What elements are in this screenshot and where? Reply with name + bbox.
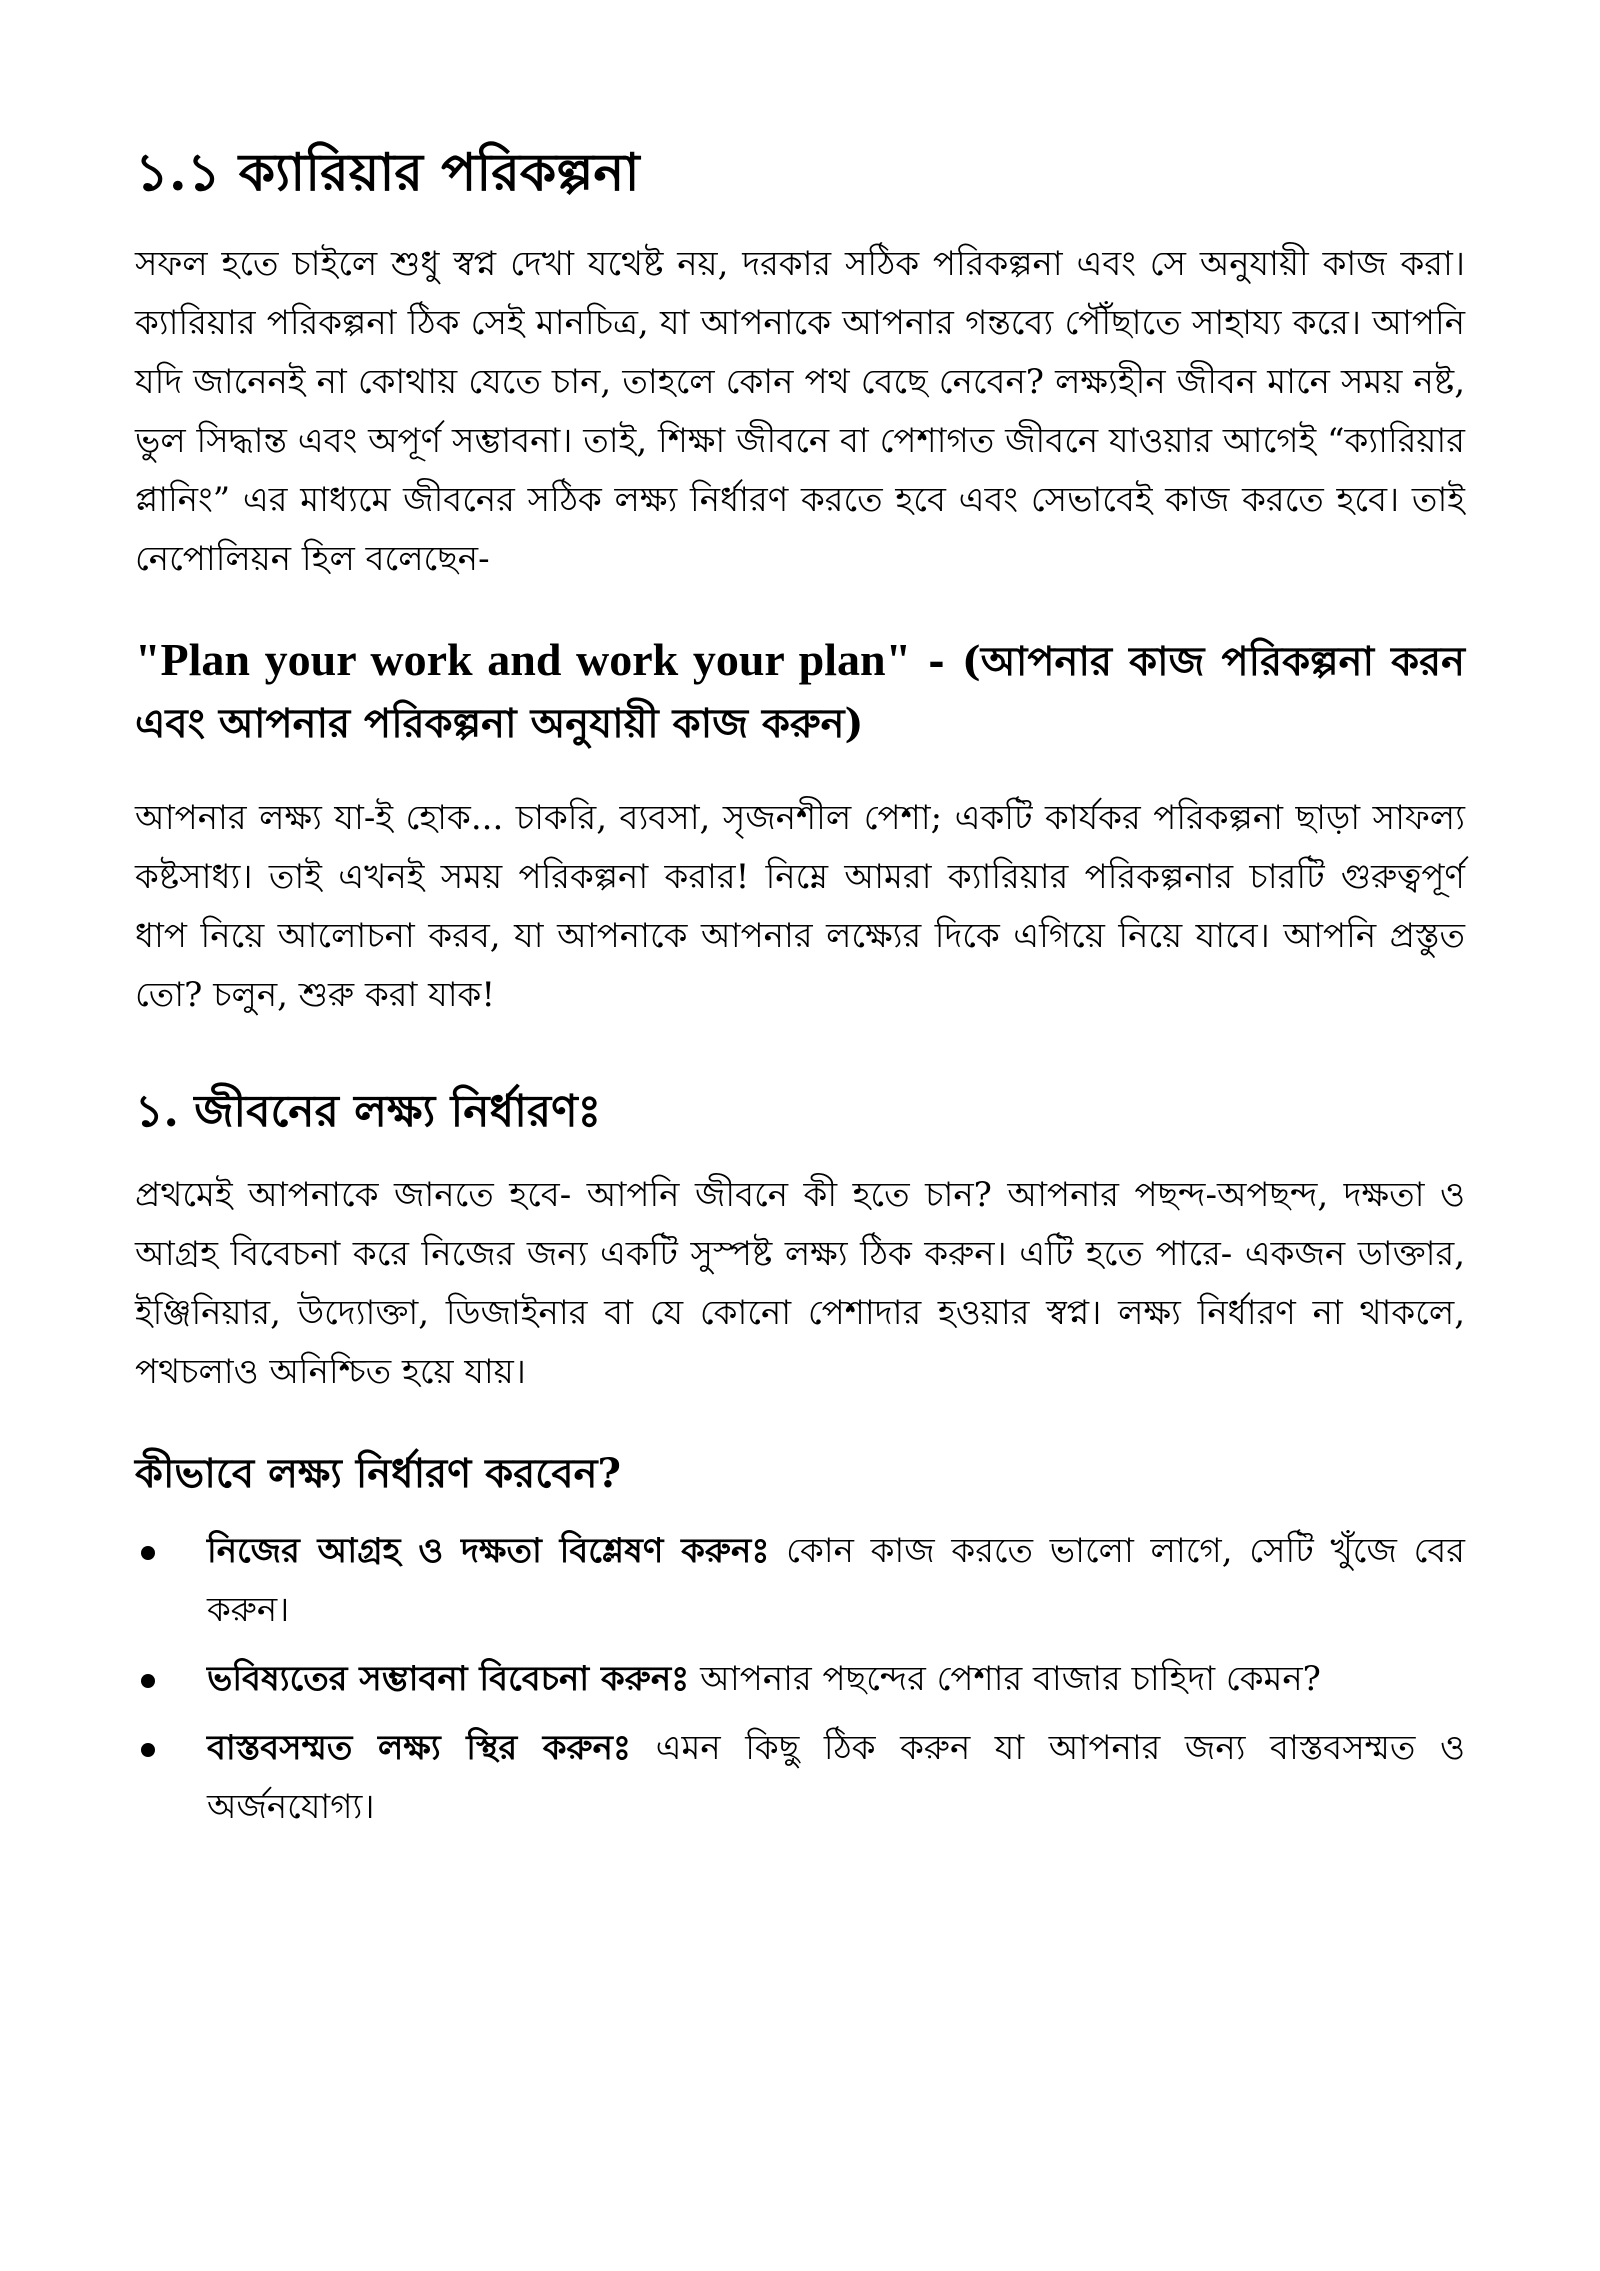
tip-text: এমন কিছু ঠিক করুন যা আপনার জন্য বাস্তবসম্মত ও অর্জনযোগ্য।: [207, 1728, 1465, 1828]
section-title: ১.১ ক্যারিয়ার পরিকল্পনা: [135, 142, 640, 203]
list-item: [135, 1650, 1465, 1709]
step1-title: ১. জীবনের লক্ষ্য নির্ধারণঃ: [135, 1086, 602, 1137]
step1-paragraph: প্রথমেই আপনাকে জানতে হবে- আপনি জীবনে কী হতে চান? আপনার পছন্দ-অপছন্দ, দক্ষতা ও আগ্রহ বিবেচনা করে নিজের জন্য একটি সুস্পষ্ট লক্ষ্য ঠিক করুন। এটি হতে পারে- একজন ডাক্তার, ইঞ্জিনিয়ার, উদ্যোক্তা, ডিজাইনার বা যে কোনো পেশাদার হওয়ার স্বপ্ন। লক্ষ্য নির্ধারণ না থাকলে, পথচলাও অনিশ্চিত হয়ে যায়।: [135, 1175, 1465, 1393]
page-content: [135, 140, 1465, 1847]
list-item: [135, 1522, 1465, 1640]
quote: [135, 629, 1465, 755]
list-item: [135, 1719, 1465, 1837]
tip-heading: নিজের আগ্রহ ও দক্ষতা বিশ্লেষণ করুনঃ: [207, 1531, 770, 1572]
tip-heading: বাস্তবসম্মত লক্ষ্য স্থির করুনঃ: [207, 1728, 632, 1769]
second-paragraph: আপনার লক্ষ্য যা-ই হোক... চাকরি, ব্যবসা, সৃজনশীল পেশা; একটি কার্যকর পরিকল্পনা ছাড়া সাফল্য কষ্টসাধ্য। তাই এখনই সময় পরিকল্পনা করার! নিম্নে আমরা ক্যারিয়ার পরিকল্পনার চারটি গুরুত্বপূর্ণ ধাপ নিয়ে আলোচনা করব, যা আপনাকে আপনার লক্ষ্যের দিকে এগিয়ে নিয়ে যাবে। আপনি প্রস্তুত তো? চলুন, শুরু করা যাক!: [135, 798, 1465, 1015]
tip-text: আপনার পছন্দের পেশার বাজার চাহিদা কেমন?: [689, 1659, 1321, 1700]
quote-separator: -: [911, 638, 962, 685]
step1-subheading: কীভাবে লক্ষ্য নির্ধারণ করবেন?: [135, 1450, 621, 1498]
bullet-icon: [141, 1674, 155, 1688]
tip-text: কোন কাজ করতে ভালো লাগে, সেটি খুঁজে বের করুন।: [207, 1531, 1465, 1631]
quote-english: "Plan your work and work your plan": [135, 634, 912, 685]
quote-bengali: (আপনার কাজ পরিকল্পনা করন এবং আপনার পরিকল্পনা অনুযায়ী কাজ করুন): [135, 638, 1465, 747]
bullet-icon: [141, 1546, 155, 1560]
intro-paragraph: সফল হতে চাইলে শুধু স্বপ্ন দেখা যথেষ্ট নয়, দরকার সঠিক পরিকল্পনা এবং সে অনুযায়ী কাজ করা। ক্যারিয়ার পরিকল্পনা ঠিক সেই মানচিত্র, যা আপনাকে আপনার গন্তব্যে পৌঁছাতে সাহায্য করে। আপনি যদি জানেনই না কোথায় যেতে চান, তাহলে কোন পথ বেছে নেবেন? লক্ষ্যহীন জীবন মানে সময় নষ্ট, ভুল সিদ্ধান্ত এবং অপূর্ণ সম্ভাবনা। তাই, শিক্ষা জীবনে বা পেশাগত জীবনে যাওয়ার আগেই “ক্যারিয়ার প্লানিং” এর মাধ্যমে জীবনের সঠিক লক্ষ্য নির্ধারণ করতে হবে এবং সেভাবেই কাজ করতে হবে। তাই নেপোলিয়ন হিল বলেছেন-: [135, 244, 1465, 579]
tip-heading: ভবিষ্যতের সম্ভাবনা বিবেচনা করুনঃ: [207, 1659, 690, 1700]
tips-list: [135, 1522, 1465, 1837]
bullet-icon: [141, 1743, 155, 1757]
